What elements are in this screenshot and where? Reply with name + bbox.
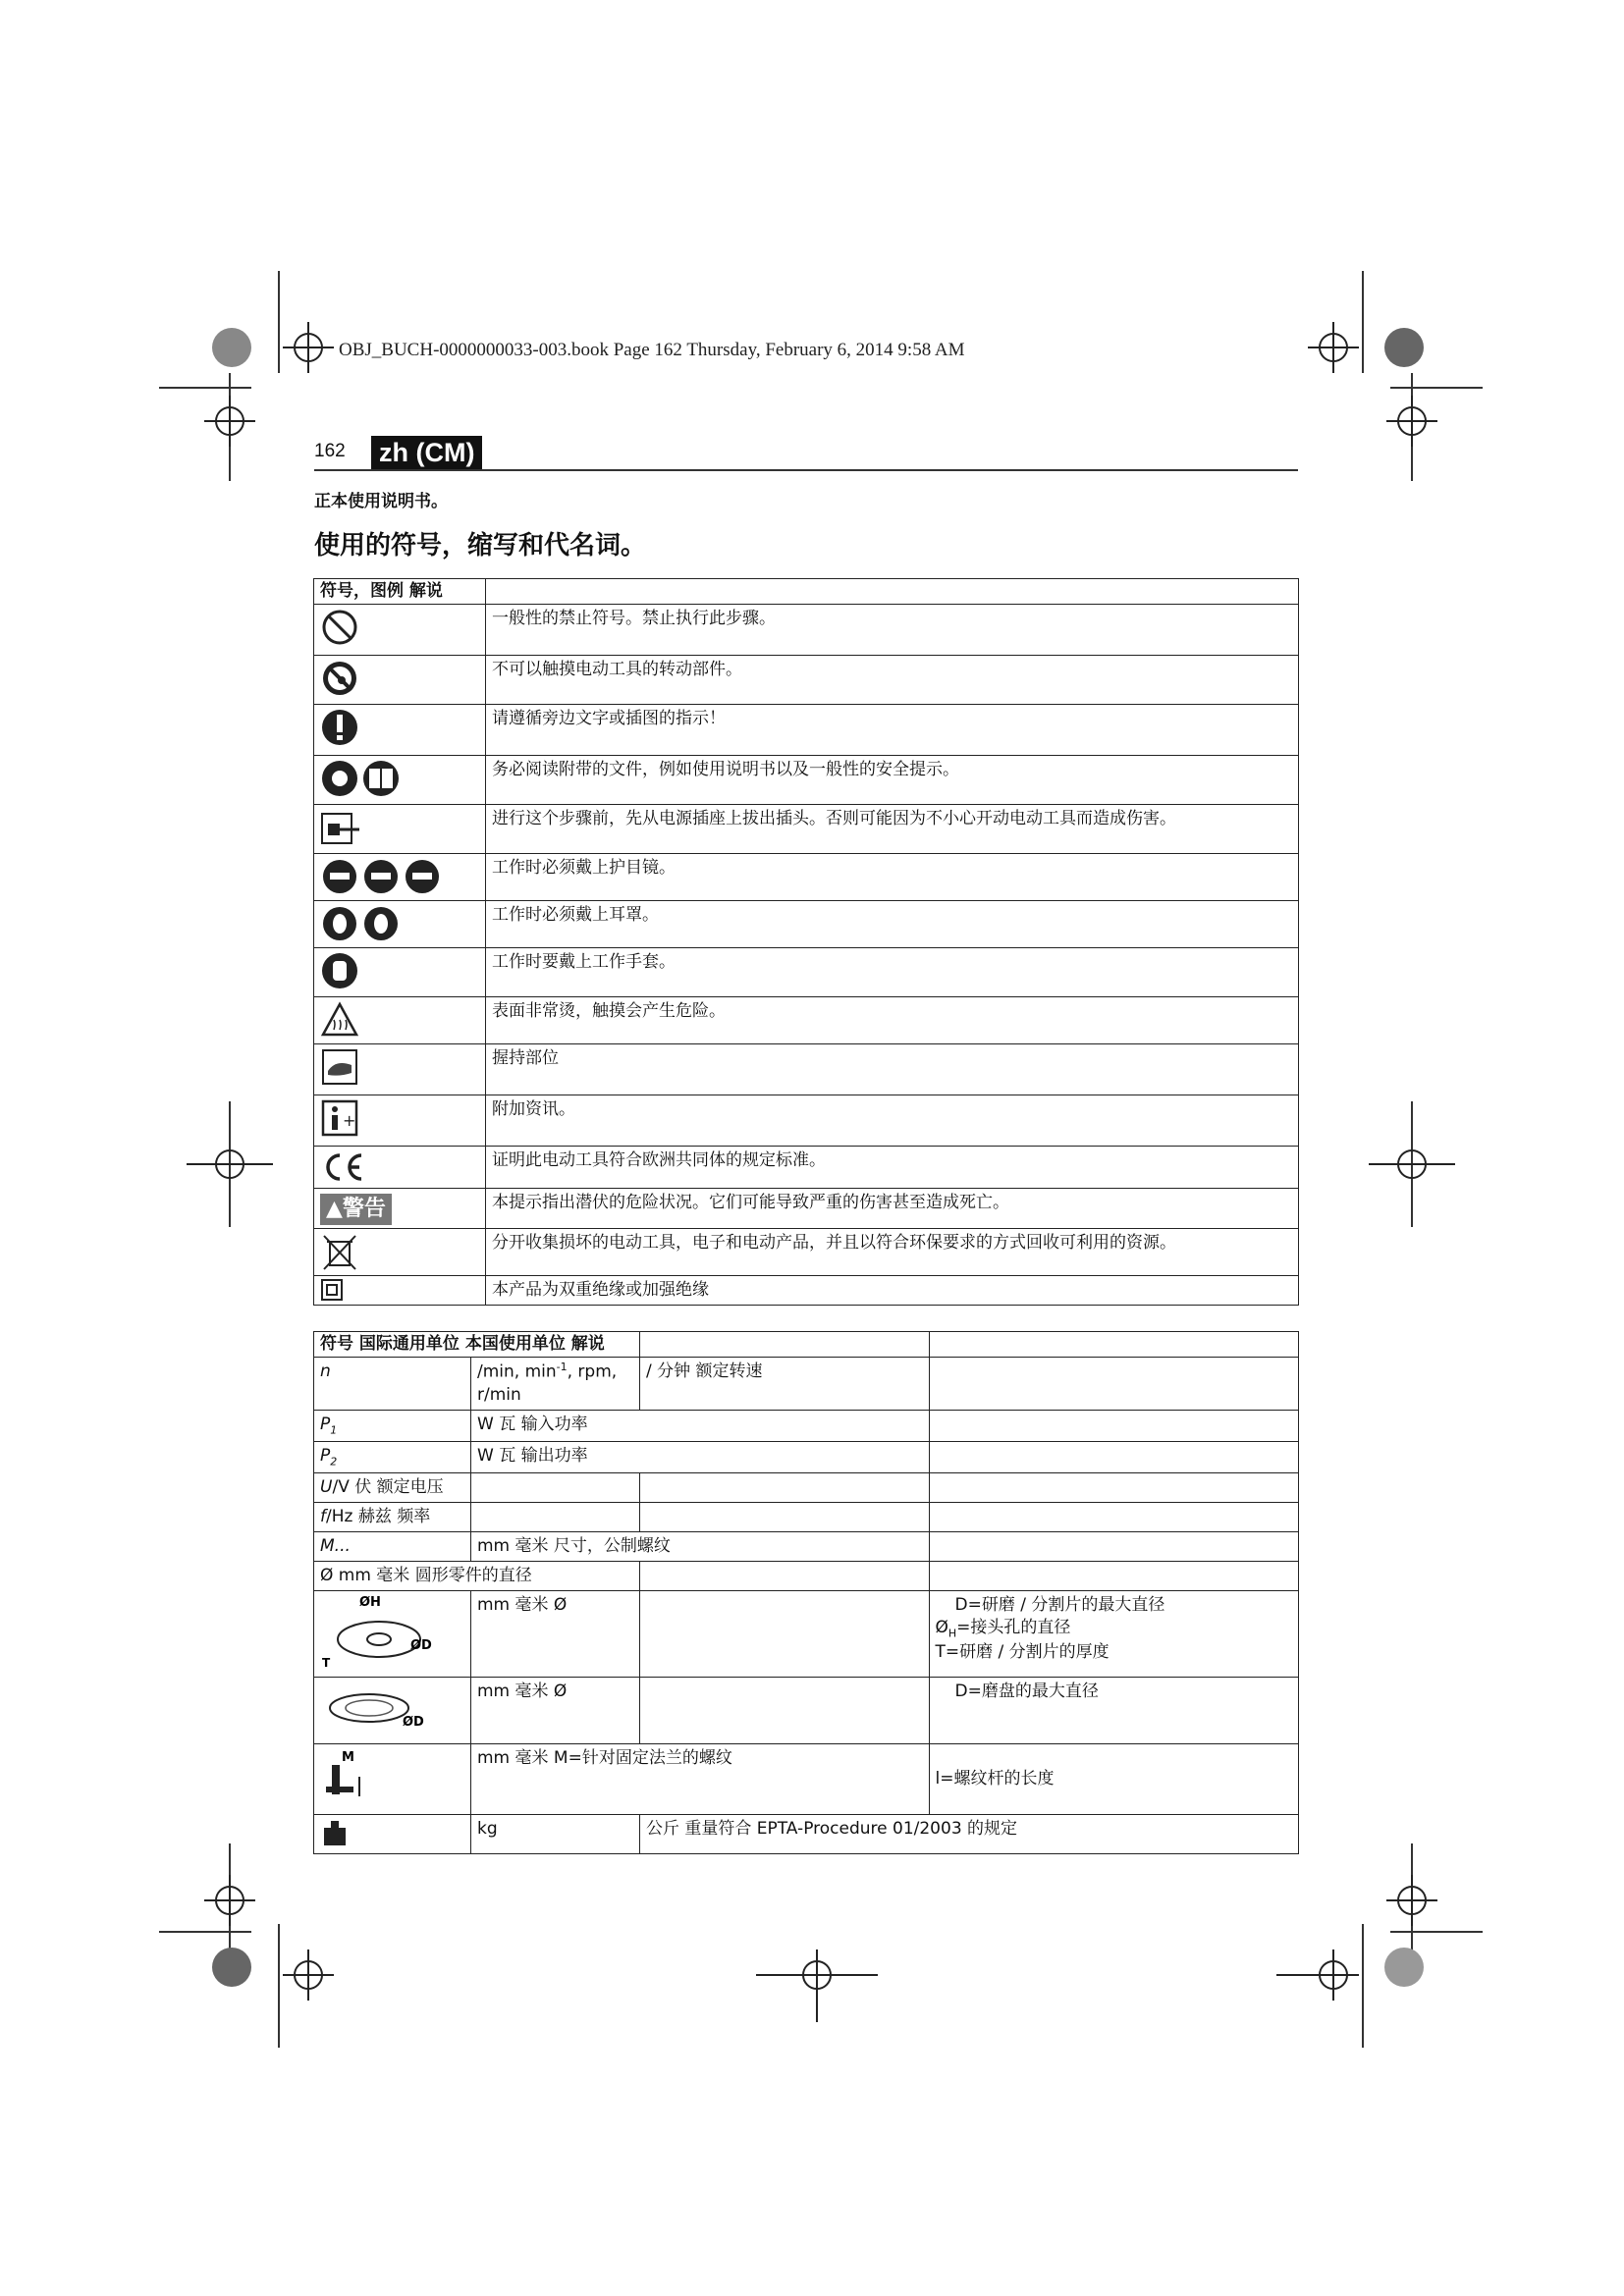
table-row: n /min, $\min^{-1}$, rpm, r/min / 分钟 额定转速	[314, 1358, 1299, 1411]
table-row: 工作时必须戴上护目镜。	[314, 854, 1299, 901]
table-row: ØD mm 毫米 Ø D=磨盘的最大直径	[314, 1677, 1299, 1743]
svg-text:ØH: ØH	[359, 1594, 381, 1610]
prohibition-icon	[320, 608, 359, 647]
weee-bin-icon	[320, 1232, 359, 1271]
svg-text:T: T	[322, 1655, 331, 1670]
table-row: Ø mm 毫米 圆形零件的直径	[314, 1561, 1299, 1590]
table-row: 证明此电动工具符合欧洲共同体的规定标准。	[314, 1147, 1299, 1189]
header-rule	[314, 469, 1298, 471]
table-row: $P_1$ W 瓦 输入功率	[314, 1410, 1299, 1441]
double-insulation-icon	[320, 1278, 344, 1302]
svg-text:ØD: ØD	[410, 1637, 432, 1653]
units-header: 符号 国际通用单位 本国使用单位 解说	[314, 1332, 640, 1358]
read-manual-icon	[320, 759, 408, 798]
table-row: 工作时要戴上工作手套。	[314, 948, 1299, 997]
table-row: 不可以触摸电动工具的转动部件。	[314, 656, 1299, 705]
grinding-wheel-diagram-icon	[320, 1594, 438, 1671]
units-table	[313, 1331, 1299, 1854]
table-row: 工作时必须戴上耳罩。	[314, 901, 1299, 948]
table-row: 握持部位	[314, 1044, 1299, 1095]
table-row: f/Hz 赫兹 频率	[314, 1502, 1299, 1531]
svg-text:ØD: ØD	[403, 1714, 424, 1730]
symbols-header: 符号，图例 解说	[314, 579, 486, 605]
table-row: M mm 毫米 M=针对固定法兰的螺纹 l=螺纹杆的长度	[314, 1743, 1299, 1814]
sanding-pad-diagram-icon	[320, 1681, 438, 1735]
book-info-line: OBJ_BUCH-0000000033-003.book Page 162 Thursday, February 6, 2014 9:58 AM	[339, 340, 965, 360]
table-row: 进行这个步骤前，先从电源插座上拔出插头。否则可能因为不小心开动电动工具而造成伤害。	[314, 805, 1299, 854]
table-row: 务必阅读附带的文件，例如使用说明书以及一般性的安全提示。	[314, 756, 1299, 805]
no-touch-rotating-icon	[320, 659, 359, 698]
table-row: M... mm 毫米 尺寸，公制螺纹	[314, 1531, 1299, 1561]
svg-text:+: +	[343, 1111, 356, 1130]
table-row: + 附加资讯。	[314, 1095, 1299, 1147]
section-title: 使用的符号，缩写和代名词。	[314, 531, 647, 561]
table-row: kg 公斤 重量符合 EPTA-Procedure 01/2003 的规定	[314, 1814, 1299, 1853]
table-row: U/V 伏 额定电压	[314, 1473, 1299, 1503]
spindle-thread-diagram-icon	[320, 1747, 389, 1806]
page-number: 162	[314, 441, 346, 461]
table-row: 请遵循旁边文字或插图的指示！	[314, 705, 1299, 756]
table-row: ▲警告 本提示指出潜伏的危险状况。它们可能导致严重的伤害甚至造成死亡。	[314, 1189, 1299, 1229]
svg-text:M: M	[342, 1749, 354, 1765]
ce-mark-icon	[320, 1149, 367, 1185]
table-row: 分开收集损坏的电动工具，电子和电动产品，并且以符合环保要求的方式回收可利用的资源。	[314, 1228, 1299, 1275]
table-row: $P_2$ W 瓦 输出功率	[314, 1441, 1299, 1472]
warning-label-icon: ▲警告	[320, 1194, 392, 1225]
grip-area-icon	[320, 1047, 359, 1087]
table-row: 本产品为双重绝缘或加强绝缘	[314, 1275, 1299, 1305]
symbols-table	[313, 578, 1299, 1306]
table-row: ØH ØD T mm 毫米 Ø D=研磨 / 分割片的最大直径 $Ø_H=$接头孔的直径 T=研磨 / 分割片的厚度	[314, 1590, 1299, 1677]
eye-protection-icon	[320, 857, 448, 896]
table-row: 表面非常烫，触摸会产生危险。	[314, 997, 1299, 1044]
exclamation-icon	[320, 708, 359, 747]
gloves-icon	[320, 951, 359, 990]
language-badge: zh (CM)	[371, 436, 482, 469]
info-icon	[320, 1098, 359, 1138]
hot-surface-icon	[320, 1000, 359, 1040]
table-row: 一般性的禁止符号。禁止执行此步骤。	[314, 605, 1299, 656]
weight-icon	[320, 1818, 350, 1847]
unplug-icon	[320, 808, 363, 847]
ear-protection-icon	[320, 904, 408, 943]
intro-text: 正本使用说明书。	[314, 492, 448, 511]
